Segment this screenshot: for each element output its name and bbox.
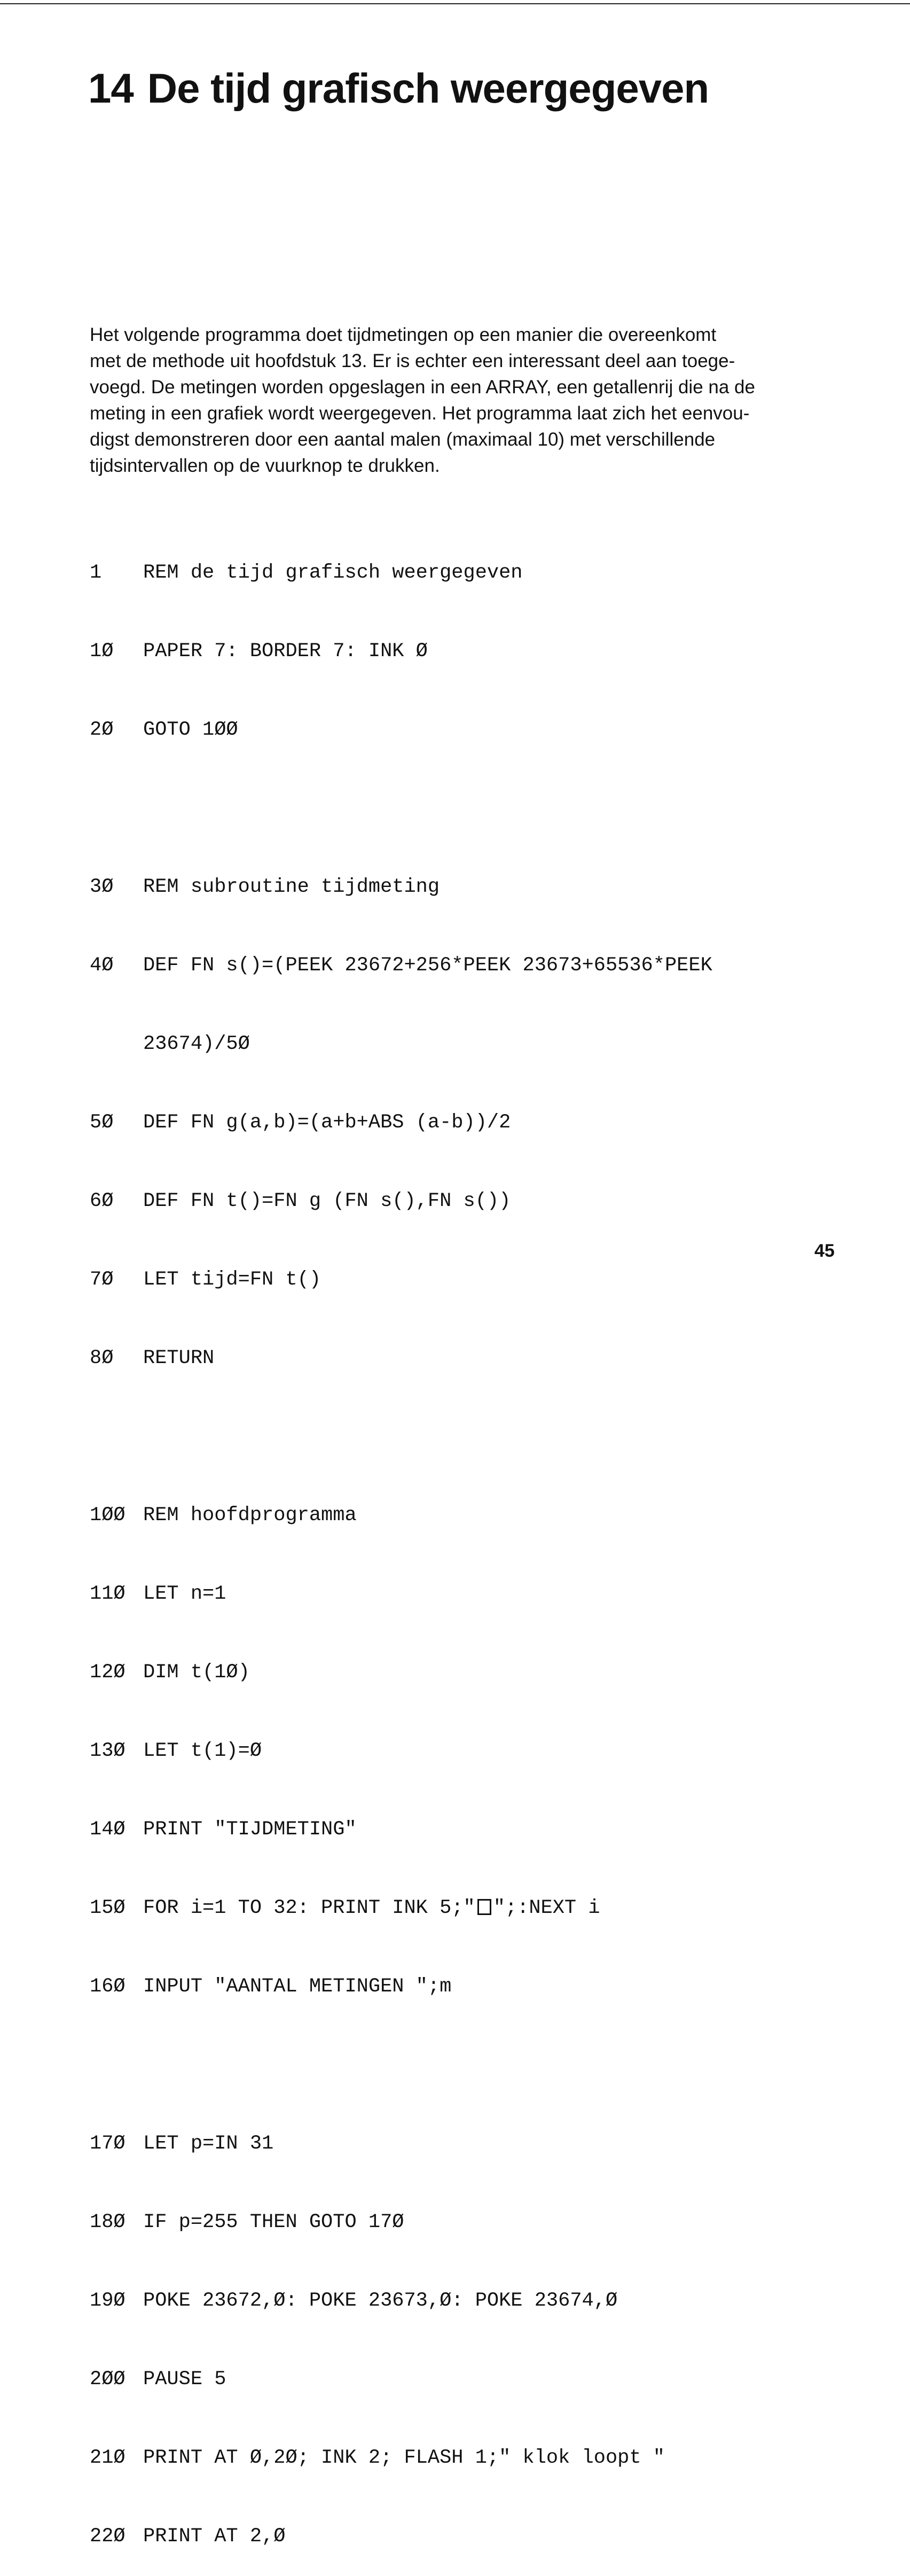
code-line [90, 1110, 712, 1136]
code-text: FOR i=1 TO 32: PRINT INK 5;" [143, 1897, 475, 1919]
line-number: 19Ø [90, 2290, 125, 2312]
code-line [90, 639, 712, 665]
code-line [90, 1974, 712, 2000]
line-number: 4Ø [90, 954, 114, 977]
intro-line: meting in een grafiek wordt weergegeven. Het programma laat zich het eenvou- [90, 403, 750, 424]
line-number: 11Ø [90, 1583, 125, 1605]
code-text: IF p=255 THEN GOTO 17Ø [143, 2211, 404, 2233]
code-listing [90, 508, 712, 2576]
line-number: 3Ø [90, 876, 114, 898]
code-text: DEF FN g(a,b)=(a+b+ABS (a-b))/2 [143, 1111, 511, 1134]
code-text: DEF FN t()=FN g (FN s(),FN s()) [143, 1190, 511, 1212]
code-text: ";:NEXT i [493, 1897, 600, 1919]
code-line [90, 2209, 712, 2236]
chapter-title-text: De tijd grafisch weergegeven [147, 65, 709, 112]
code-text: LET tijd=FN t() [143, 1268, 321, 1291]
intro-line: Het volgende programma doet tijdmetingen op een manier die overeenkomt [90, 324, 717, 345]
code-line [90, 560, 712, 586]
code-line [90, 1267, 712, 1293]
line-number: 2Ø [90, 719, 114, 741]
line-number: 1ØØ [90, 1504, 125, 1527]
code-text: POKE 23672,Ø: POKE 23673,Ø: POKE 23674,Ø [143, 2290, 618, 2312]
code-text: PAUSE 5 [143, 2368, 226, 2391]
top-rule [0, 3, 910, 4]
line-number: 13Ø [90, 1740, 125, 1762]
line-number: 14Ø [90, 1818, 125, 1841]
intro-line: voegd. De metingen worden opgeslagen in een ARRAY, een getallenrij die na de [90, 377, 755, 398]
graphic-block-icon [477, 1899, 491, 1915]
line-number: 21Ø [90, 2447, 125, 2469]
code-line [90, 874, 712, 900]
blank-line [90, 2052, 712, 2079]
intro-line: met de methode uit hoofdstuk 13. Er is echter een interessant deel aan toege- [90, 351, 735, 371]
chapter-title [88, 64, 709, 113]
code-text: PRINT AT Ø,2Ø; INK 2; FLASH 1;" klok loopt " [143, 2447, 665, 2469]
code-text: REM de tijd grafisch weergegeven [143, 562, 523, 584]
code-text: DIM t(1Ø) [143, 1661, 250, 1684]
code-text: PRINT AT 2,Ø [143, 2525, 286, 2548]
line-number: 2ØØ [90, 2368, 125, 2391]
code-text: PRINT "TIJDMETING" [143, 1818, 357, 1841]
code-text: PAPER 7: BORDER 7: INK Ø [143, 640, 428, 663]
intro-line: digst demonstreren door een aantal malen (maximaal 10) met verschillende [90, 429, 716, 450]
blank-line [90, 1424, 712, 1450]
code-text: INPUT "AANTAL METINGEN ";m [143, 1975, 452, 1998]
line-number: 12Ø [90, 1661, 125, 1684]
code-line [90, 2131, 712, 2157]
line-number: 18Ø [90, 2211, 125, 2233]
line-number: 6Ø [90, 1190, 114, 1212]
code-text: LET n=1 [143, 1583, 226, 1605]
intro-paragraph [90, 322, 827, 479]
code-line [90, 2445, 712, 2471]
line-number: 15Ø [90, 1897, 125, 1919]
code-text: LET t(1)=Ø [143, 1740, 262, 1762]
code-continuation: 23674)/5Ø [143, 1033, 250, 1055]
code-line [90, 1738, 712, 1764]
page-number: 45 [814, 1241, 835, 1261]
code-line [90, 1503, 712, 1529]
line-number: 7Ø [90, 1268, 114, 1291]
line-number: 1Ø [90, 640, 114, 663]
code-line [90, 717, 712, 743]
code-line [90, 1188, 712, 1215]
code-line [90, 1660, 712, 1686]
code-line [90, 1895, 712, 1921]
code-line [90, 2524, 712, 2550]
line-number: 16Ø [90, 1975, 125, 1998]
line-number: 22Ø [90, 2525, 125, 2548]
code-line [90, 1817, 712, 1843]
blank-line [90, 796, 712, 822]
code-text: RETURN [143, 1347, 215, 1369]
code-text: REM hoofdprogramma [143, 1504, 357, 1527]
code-text: DEF FN s()=(PEEK 23672+256*PEEK 23673+65536*PEEK [143, 954, 712, 977]
intro-line: tijdsintervallen op de vuurknop te drukken. [90, 455, 440, 476]
line-number: 1 [90, 562, 102, 584]
code-line [90, 1581, 712, 1607]
code-text: LET p=IN 31 [143, 2133, 274, 2155]
code-line [90, 2288, 712, 2314]
line-number: 17Ø [90, 2133, 125, 2155]
line-number: 5Ø [90, 1111, 114, 1134]
chapter-number: 14 [88, 65, 134, 112]
line-number: 8Ø [90, 1347, 114, 1369]
code-line [90, 1345, 712, 1372]
code-line [90, 2367, 712, 2393]
code-text: GOTO 1ØØ [143, 719, 238, 741]
code-line [90, 953, 712, 979]
code-text: REM subroutine tijdmeting [143, 876, 440, 898]
